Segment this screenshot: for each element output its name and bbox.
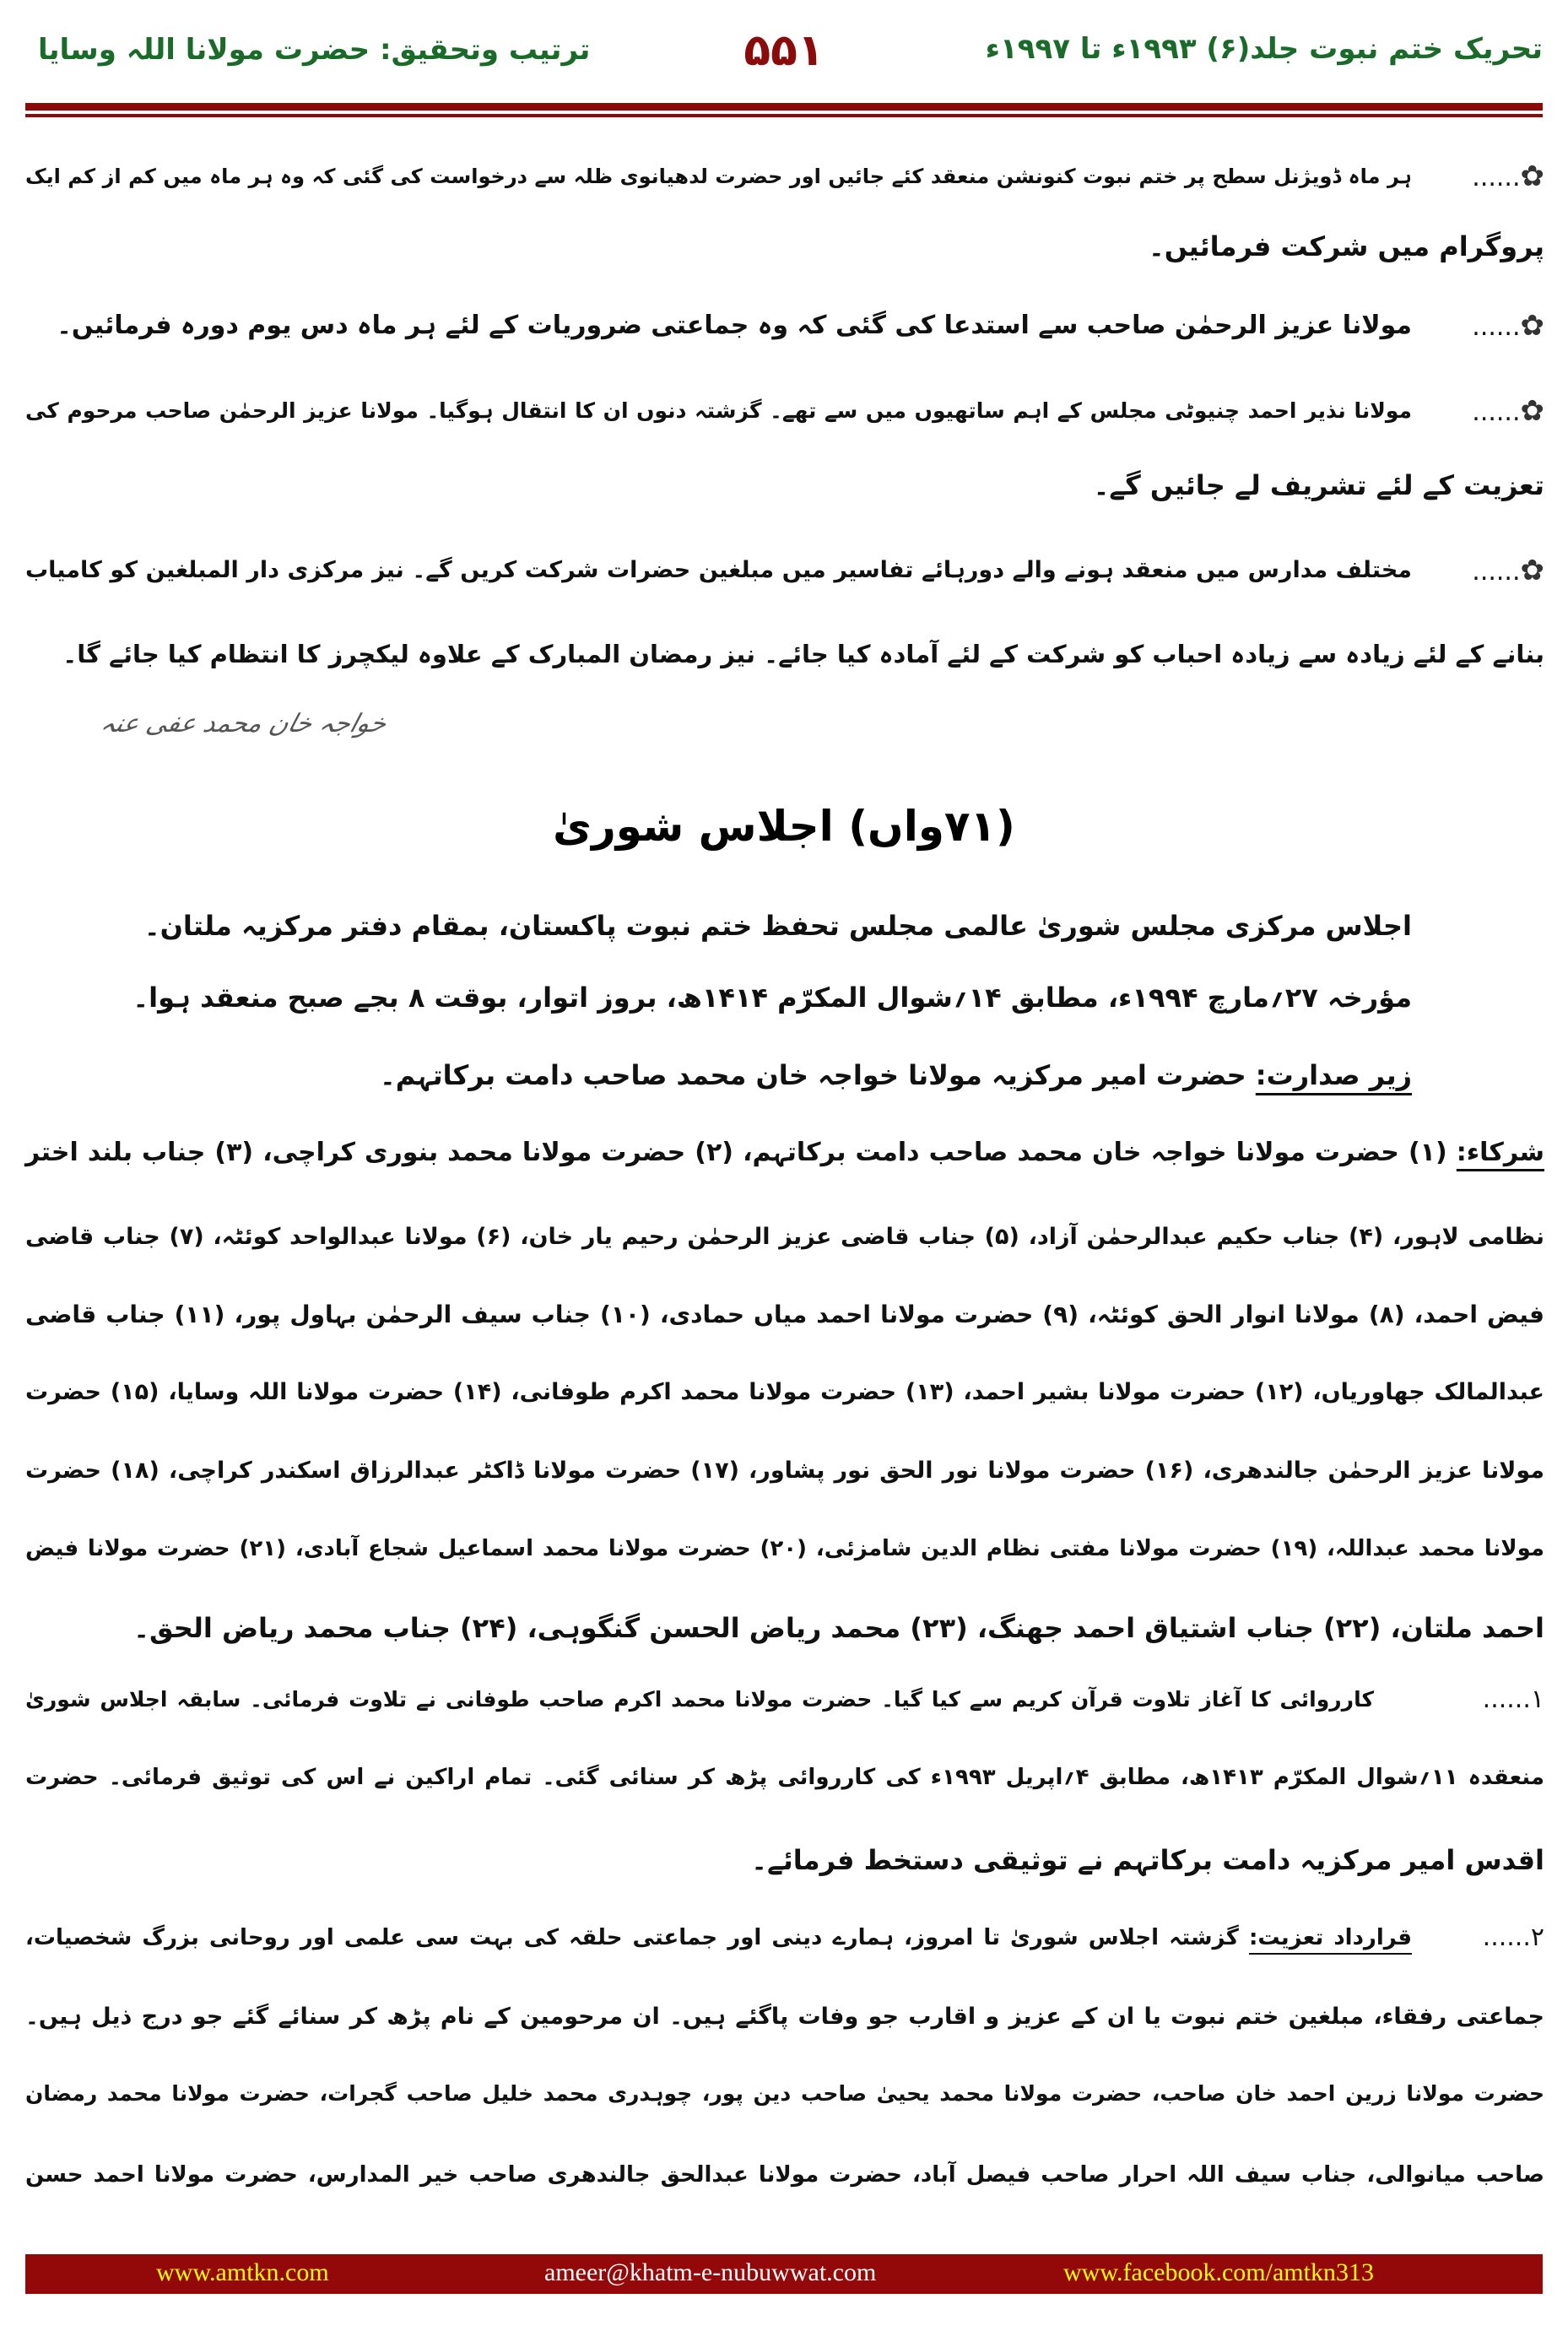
bullet-dots: ......	[1472, 398, 1521, 427]
book-title: تحریک ختم نبوت جلد(۶) ۱۹۹۳ء تا ۱۹۹۷ء	[985, 32, 1543, 66]
bullet-1-line: پروگرام میں شرکت فرمائیں۔	[1148, 230, 1544, 262]
flower-bullet-icon: ✿	[1520, 309, 1544, 343]
bullet-4-line: مختلف مدارس میں منعقد ہونے والے دورہائے تفاسیر میں مبلغین حضرات شرکت کریں گے۔ نیز مرکزی دار المبلغین کو کامیاب	[25, 557, 1412, 583]
item-2-line: جماعتی رفقاء، مبلغین ختم نبوت یا ان کے عزیز و اقارب جو وفات پاگئے ہیں۔ ان مرحومین کے نام پڑھ کر سنائے گئے جو درج ذیل ہیں۔	[25, 2004, 1544, 2030]
participants-line: مولانا عزیز الرحمٰن جالندھری، (۱۶) حضرت مولانا نور الحق نور پشاور، (۱۷) حضرت مولانا ڈاکٹر عبدالرزاق اسکندر کراچی، (۱۸) حضرت	[25, 1458, 1544, 1484]
flower-bullet-icon: ✿	[1520, 394, 1544, 428]
participants-line: احمد ملتان، (۲۲) جناب اشتیاق احمد جھنگ، (۲۳) محمد ریاض الحسن گنگوہی، (۲۴) جناب محمد ریاض الحق۔	[133, 1612, 1544, 1644]
item-2-number: ۲......	[1482, 1923, 1544, 1952]
bullet-3-line: تعزیت کے لئے تشریف لے جائیں گے۔	[1093, 469, 1544, 501]
bullet-marker	[1472, 296, 1544, 355]
participants-text: (۱) حضرت مولانا خواجہ خان محمد صاحب دامت برکاتہم، (۲) حضرت مولانا محمد بنوری کراچی، (۳) جناب بلند اختر	[25, 1138, 1447, 1167]
bullet-marker	[1472, 147, 1544, 206]
item-2-line: صاحب میانوالی، جناب سیف اللہ احرار صاحب فیصل آباد، حضرت مولانا عبدالحق جالندھری صاحب خیر المدارس، حضرت مولانا احمد حسن	[25, 2162, 1544, 2188]
item-1-line: اقدس امیر مرکزیہ دامت برکاتہم نے توثیقی دستخط فرمائے۔	[751, 1844, 1544, 1876]
flower-bullet-icon: ✿	[1520, 160, 1544, 193]
bullet-dots: ......	[1472, 312, 1521, 342]
bullet-dots: ......	[1472, 163, 1521, 192]
presided-by	[25, 1046, 1412, 1105]
footer-bar	[25, 2254, 1543, 2294]
bullet-marker	[1472, 541, 1544, 600]
meeting-date: مؤرخہ ۲۷؍مارچ ۱۹۹۴ء، مطابق ۱۴؍شوال المکرّم ۱۴۱۴ھ، بروز اتوار، بوقت ۸ بجے صبح منعقد ہوا۔	[132, 982, 1412, 1014]
item-2-line: حضرت مولانا زرین احمد خان صاحب، حضرت مولانا محمد یحییٰ صاحب دین پور، چوہدری محمد خلیل صاحب گجرات، حضرت مولانا محمد رمضان	[25, 2081, 1544, 2106]
participants-label: شرکاء:	[1456, 1138, 1544, 1167]
participants-line: نظامی لاہور، (۴) جناب حکیم عبدالرحمٰن آزاد، (۵) جناب قاضی عزیز الرحمٰن رحیم یار خان، (۶) مولانا عبدالواحد کوئٹہ، (۷) جناب قاضی	[25, 1224, 1544, 1250]
participants-line	[25, 1123, 1544, 1182]
meeting-intro: اجلاس مرکزی مجلس شوریٰ عالمی مجلس تحفظ ختم نبوت پاکستان، بمقام دفتر مرکزیہ ملتان۔	[143, 910, 1412, 942]
bullet-4-line: بنانے کے لئے زیادہ سے زیادہ احباب کو شرکت کے لئے آمادہ کیا جائے۔ نیز رمضان المبارک کے علاوہ لیکچرز کا انتظام کیا جائے گا۔	[62, 640, 1544, 668]
item-1-line: کارروائی کا آغاز تلاوت قرآن کریم سے کیا گیا۔ حضرت مولانا محمد اکرم صاحب طوفانی نے تلاوت فرمائی۔ سابقہ اجلاس شوریٰ	[25, 1687, 1374, 1712]
meeting-title: (۷۱واں) اجلاس شوریٰ	[553, 802, 1015, 851]
bullet-dots: ......	[1472, 557, 1521, 587]
header-divider-thin	[25, 114, 1543, 117]
item-1-number: ۱......	[1482, 1685, 1544, 1714]
page-number: ۵۵۱	[743, 25, 825, 76]
item-1-line: منعقدہ ۱۱؍شوال المکرّم ۱۴۱۳ھ، مطابق ۴؍اپریل ۱۹۹۳ء کی کارروائی پڑھ کر سنائی گئی۔ تمام اراکین نے اس کی توثیق فرمائی۔ حضرت	[25, 1765, 1544, 1790]
bullet-2-line: مولانا عزیز الرحمٰن صاحب سے استدعا کی گئی کہ وہ جماعتی ضروریات کے لئے ہر ماہ دس یوم دورہ فرمائیں۔	[57, 311, 1412, 340]
website-link[interactable]: www.amtkn.com	[156, 2258, 329, 2286]
facebook-link[interactable]: www.facebook.com/amtkn313	[1063, 2258, 1374, 2286]
participants-line: فیض احمد، (۸) مولانا انوار الحق کوئٹہ، (۹) حضرت مولانا احمد میاں حمادی، (۱۰) جناب سیف الرحمٰن بہاول پور، (۱۱) جناب قاضی	[25, 1301, 1544, 1328]
bullet-marker	[1472, 381, 1544, 441]
presided-name: حضرت امیر مرکزیہ مولانا خواجہ خان محمد صاحب دامت برکاتہم۔	[380, 1059, 1246, 1091]
presided-label: زیر صدارت:	[1255, 1059, 1412, 1091]
signature: خواجہ خان محمد عفی عنہ	[97, 709, 391, 738]
participants-line: مولانا محمد عبداللہ، (۱۹) حضرت مولانا مفتی نظام الدین شامزئی، (۲۰) حضرت مولانا محمد اسماعیل شجاع آبادی، (۲۱) حضرت مولانا فیض	[25, 1536, 1544, 1561]
participants-line: عبدالمالک جھاوریاں، (۱۲) حضرت مولانا بشیر احمد، (۱۳) حضرت مولانا محمد اکرم طوفانی، (۱۴) حضرت مولانا اللہ وسایا، (۱۵) حضرت	[25, 1379, 1545, 1405]
email-link[interactable]: ameer@khatm-e-nubuwwat.com	[544, 2258, 877, 2286]
compiler-credit: ترتیب وتحقیق: حضرت مولانا اللہ وسایا	[38, 33, 591, 67]
bullet-1-line: ہر ماہ ڈویژنل سطح پر ختم نبوت کنونشن منعقد کئے جائیں اور حضرت لدھیانوی ظلہ سے درخواست کی گئی کہ وہ ہر ماہ میں کم از کم ایک	[25, 165, 1412, 188]
header-divider	[25, 103, 1543, 111]
item-2-label: قرارداد تعزیت:	[1248, 1925, 1413, 1950]
bullet-3-line: مولانا نذیر احمد چنیوٹی مجلس کے اہم ساتھیوں میں سے تھے۔ گزشتہ دنوں ان کا انتقال ہوگیا۔ مولانا عزیز الرحمٰن صاحب مرحوم کی	[25, 398, 1412, 423]
item-2-line	[25, 1908, 1412, 1967]
flower-bullet-icon: ✿	[1520, 554, 1544, 587]
item-2-text: گزشتہ اجلاس شوریٰ تا امروز، ہمارے دینی اور جماعتی حلقہ کی بہت سی علمی اور روحانی بزرگ شخصیات،	[25, 1925, 1239, 1950]
